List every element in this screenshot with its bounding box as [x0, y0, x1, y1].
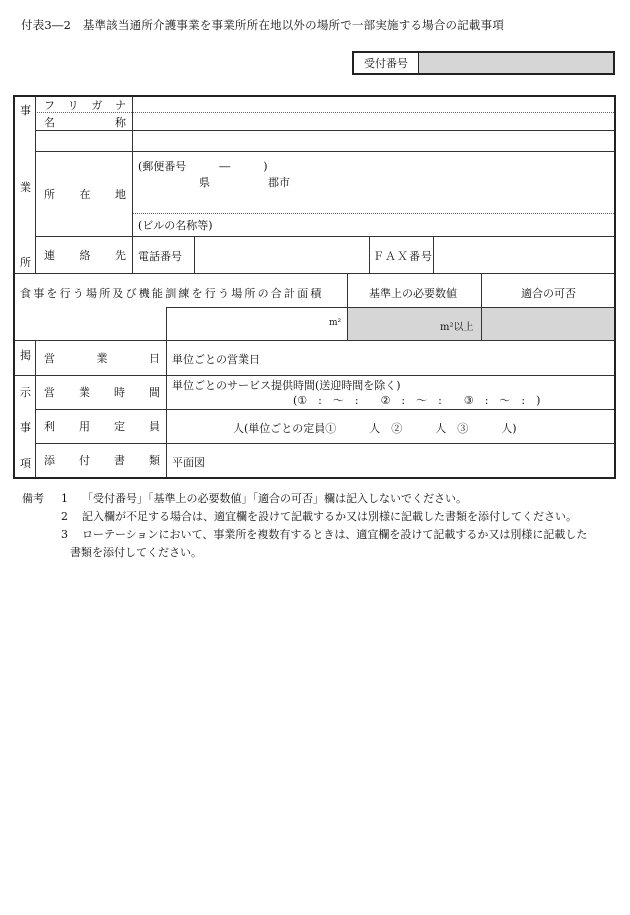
capacity-label: 利 用 定 員 [44, 420, 160, 433]
furigana-field[interactable] [133, 97, 614, 112]
capacity-value[interactable]: 人(単位ごとの定員① 人 ② 人 ③ 人) [233, 422, 517, 435]
business-hours-slots[interactable]: (① : ～ : ② : ～ : ③ : ～ : ) [293, 394, 541, 407]
side-char-ji: 事 [20, 104, 31, 117]
note-item: 3 ローテーションにおいて、事業所を複数有するときは、適宜欄を設けて記載するか又は別様に記載した [61, 528, 588, 541]
name-label: 名 称 [44, 115, 126, 129]
business-days-value[interactable]: 単位ごとの営業日 [172, 353, 260, 366]
application-form-table [13, 95, 616, 479]
side-char-sho: 所 [20, 256, 31, 269]
receipt-number-label: 受付番号 [354, 53, 419, 73]
furigana-label: フ リ ガ ナ [44, 98, 126, 112]
receipt-number-field[interactable] [419, 53, 613, 73]
notes-heading: 備考 [22, 492, 44, 505]
phone-field[interactable] [195, 237, 369, 273]
area-label: 食事を行う場所及び機能訓練を行う場所の合計面積 [20, 287, 324, 300]
side-char-gyo: 業 [20, 181, 31, 194]
business-days-label: 営 業 日 [44, 351, 160, 365]
page-title: 付表3―2 基準該当通所介護事業を事業所所在地以外の場所で一部実施する場合の記載事項 [21, 18, 505, 32]
note-item: 2 記入欄が不足する場合は、適宜欄を設けて記載するか又は別様に記載した書類を添付してください。 [61, 510, 577, 523]
notes-section [22, 490, 622, 562]
attachment-label: 添 付 書 類 [44, 454, 160, 467]
postal-code-field[interactable]: (郵便番号 ― ) [138, 160, 268, 173]
phone-label: 電話番号 [138, 250, 182, 263]
side-char-ji3: 事 [20, 421, 31, 434]
side-char-kei: 掲 [20, 349, 31, 362]
prefecture-label: 県 [199, 176, 210, 189]
area-value-field[interactable] [167, 308, 347, 340]
receipt-number-box [352, 51, 615, 75]
area-unit: m² [329, 318, 342, 328]
attachment-value: 平面図 [172, 456, 205, 469]
conformity-cell [482, 308, 614, 340]
required-unit: m²以上 [440, 322, 474, 333]
fax-field[interactable] [434, 237, 614, 273]
side-char-ji2: 示 [20, 386, 31, 399]
business-hours-label: 営 業 時 間 [44, 386, 160, 399]
required-value-header: 基準上の必要数値 [369, 287, 457, 300]
note-item: 備考 1 「受付番号」「基準上の必要数値」「適合の可否」欄は記入しないでください。 [22, 490, 622, 508]
side-char-kou: 項 [20, 457, 31, 470]
building-name-field[interactable]: (ビルの名称等) [138, 219, 213, 232]
conformity-header: 適合の可否 [521, 287, 576, 300]
name-field[interactable] [133, 113, 614, 130]
business-hours-value: 単位ごとのサービス提供時間(送迎時間を除く) [172, 379, 401, 392]
address-label: 所 在 地 [44, 187, 126, 201]
note-item-continuation: 書類を添付してください。 [70, 546, 202, 559]
contact-label: 連 絡 先 [44, 248, 126, 262]
city-label: 郡市 [268, 176, 290, 189]
fax-label: ＦＡＸ番号 [373, 250, 433, 263]
